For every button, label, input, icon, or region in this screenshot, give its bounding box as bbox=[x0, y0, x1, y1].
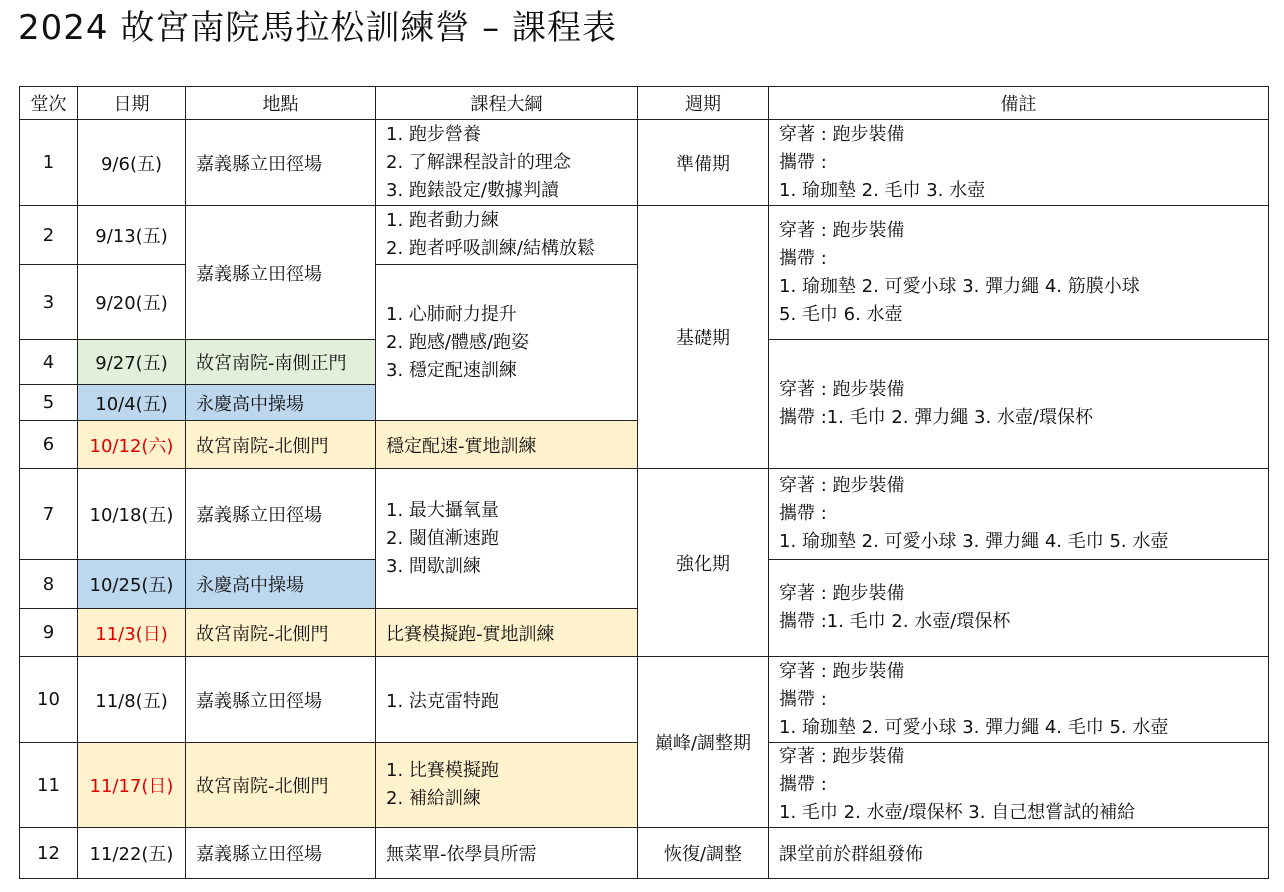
period-cell: 強化期 bbox=[638, 469, 769, 657]
session-date: 10/18(五) bbox=[78, 469, 186, 560]
session-number: 5 bbox=[20, 385, 78, 421]
outline-line: 1. 最大攝氧量 bbox=[386, 499, 499, 521]
notes-line: 穿著 : 跑步裝備 bbox=[779, 746, 905, 767]
header-date: 日期 bbox=[78, 87, 186, 120]
outline-line: 2. 了解課程設計的理念 bbox=[386, 151, 571, 173]
notes-line: 1. 瑜珈墊 2. 可愛小球 3. 彈力繩 4. 筋膜小球 bbox=[779, 275, 1140, 297]
notes-line: 穿著 : 跑步裝備 bbox=[779, 219, 905, 241]
notes-cell bbox=[769, 743, 1269, 828]
session-number: 6 bbox=[20, 421, 78, 469]
outline-line: 2. 補給訓練 bbox=[386, 788, 481, 809]
session-location: 故宮南院-北側門 bbox=[186, 609, 376, 657]
schedule-table bbox=[19, 86, 1269, 879]
notes-cell: 課堂前於群組發佈 bbox=[769, 828, 1269, 879]
notes-line: 5. 毛巾 6. 水壺 bbox=[779, 303, 903, 325]
header-row bbox=[20, 87, 1269, 120]
course-outline: 比賽模擬跑-實地訓練 bbox=[376, 609, 638, 657]
notes-cell bbox=[769, 657, 1269, 743]
notes-line: 攜帶 : bbox=[779, 503, 827, 524]
notes-line: 1. 瑜珈墊 2. 毛巾 3. 水壺 bbox=[779, 179, 986, 201]
session-location: 嘉義縣立田徑場 bbox=[186, 657, 376, 743]
session-date: 11/3(日) bbox=[78, 609, 186, 657]
notes-cell bbox=[769, 206, 1269, 340]
notes-line: 1. 瑜珈墊 2. 可愛小球 3. 彈力繩 4. 毛巾 5. 水壺 bbox=[779, 531, 1169, 552]
session-date: 9/6(五) bbox=[78, 120, 186, 206]
notes-line: 穿著 : 跑步裝備 bbox=[779, 475, 905, 496]
outline-line: 3. 間歇訓練 bbox=[386, 555, 481, 577]
outline-line: 2. 閾值漸速跑 bbox=[386, 527, 499, 549]
notes-line: 攜帶 : bbox=[779, 247, 827, 269]
course-outline: 穩定配速-實地訓練 bbox=[376, 421, 638, 469]
course-outline bbox=[376, 469, 638, 609]
session-date: 9/13(五) bbox=[78, 206, 186, 265]
session-number: 8 bbox=[20, 560, 78, 609]
session-number: 12 bbox=[20, 828, 78, 879]
session-number: 10 bbox=[20, 657, 78, 743]
table-row bbox=[20, 206, 1269, 265]
session-location: 嘉義縣立田徑場 bbox=[186, 120, 376, 206]
notes-line: 攜帶 : bbox=[779, 688, 827, 710]
page-title: 2024 故宮南院馬拉松訓練營 – 課程表 bbox=[18, 8, 617, 48]
table-row bbox=[20, 828, 1269, 879]
course-outline bbox=[376, 743, 638, 828]
table-row bbox=[20, 657, 1269, 743]
outline-line: 3. 跑錶設定/數據判讀 bbox=[386, 179, 559, 201]
period-cell: 巔峰/調整期 bbox=[638, 657, 769, 828]
outline-line: 2. 跑者呼吸訓練/結構放鬆 bbox=[386, 238, 595, 259]
outline-line: 3. 穩定配速訓練 bbox=[386, 359, 517, 381]
period-cell: 基礎期 bbox=[638, 206, 769, 469]
outline-line: 1. 心肺耐力提升 bbox=[386, 303, 517, 325]
session-date: 9/27(五) bbox=[78, 340, 186, 385]
header-notes: 備註 bbox=[769, 87, 1269, 120]
notes-line: 攜帶 : bbox=[779, 151, 827, 173]
course-outline bbox=[376, 206, 638, 265]
session-date: 11/8(五) bbox=[78, 657, 186, 743]
session-location: 嘉義縣立田徑場 bbox=[186, 828, 376, 879]
header-location: 地點 bbox=[186, 87, 376, 120]
header-period: 週期 bbox=[638, 87, 769, 120]
notes-line: 穿著 : 跑步裝備 bbox=[779, 123, 905, 145]
outline-line: 1. 跑步營養 bbox=[386, 123, 481, 145]
session-location: 故宮南院-北側門 bbox=[186, 743, 376, 828]
notes-cell bbox=[769, 469, 1269, 560]
session-number: 9 bbox=[20, 609, 78, 657]
session-location: 故宮南院-北側門 bbox=[186, 421, 376, 469]
session-location: 永慶高中操場 bbox=[186, 560, 376, 609]
session-number: 11 bbox=[20, 743, 78, 828]
session-date: 10/4(五) bbox=[78, 385, 186, 421]
session-date: 11/17(日) bbox=[78, 743, 186, 828]
notes-cell bbox=[769, 560, 1269, 657]
session-number: 4 bbox=[20, 340, 78, 385]
table-row bbox=[20, 469, 1269, 560]
session-number: 1 bbox=[20, 120, 78, 206]
session-location: 故宮南院-南側正門 bbox=[186, 340, 376, 385]
session-location: 永慶高中操場 bbox=[186, 385, 376, 421]
notes-line: 攜帶 : bbox=[779, 774, 827, 795]
session-location: 嘉義縣立田徑場 bbox=[186, 469, 376, 560]
notes-line: 穿著 : 跑步裝備 bbox=[779, 660, 905, 682]
session-number: 7 bbox=[20, 469, 78, 560]
session-date: 9/20(五) bbox=[78, 265, 186, 340]
session-date: 10/12(六) bbox=[78, 421, 186, 469]
period-cell: 恢復/調整 bbox=[638, 828, 769, 879]
session-number: 3 bbox=[20, 265, 78, 340]
header-outline: 課程大綱 bbox=[376, 87, 638, 120]
outline-line: 1. 跑者動力練 bbox=[386, 210, 499, 231]
notes-line: 攜帶 :1. 毛巾 2. 水壺/環保杯 bbox=[779, 611, 1011, 632]
outline-line: 1. 比賽模擬跑 bbox=[386, 760, 499, 781]
notes-cell bbox=[769, 120, 1269, 206]
notes-line: 穿著 : 跑步裝備 bbox=[779, 583, 905, 604]
notes-line: 穿著 : 跑步裝備 bbox=[779, 379, 905, 400]
course-outline: 1. 法克雷特跑 bbox=[376, 657, 638, 743]
notes-line: 1. 毛巾 2. 水壺/環保杯 3. 自己想嘗試的補給 bbox=[779, 802, 1136, 823]
header-session: 堂次 bbox=[20, 87, 78, 120]
course-outline: 無菜單-依學員所需 bbox=[376, 828, 638, 879]
period-cell: 準備期 bbox=[638, 120, 769, 206]
session-date: 10/25(五) bbox=[78, 560, 186, 609]
course-outline bbox=[376, 120, 638, 206]
session-date: 11/22(五) bbox=[78, 828, 186, 879]
notes-line: 攜帶 :1. 毛巾 2. 彈力繩 3. 水壺/環保杯 bbox=[779, 407, 1093, 428]
notes-cell bbox=[769, 340, 1269, 469]
table-row bbox=[20, 120, 1269, 206]
notes-line: 1. 瑜珈墊 2. 可愛小球 3. 彈力繩 4. 毛巾 5. 水壺 bbox=[779, 716, 1169, 738]
session-location: 嘉義縣立田徑場 bbox=[186, 206, 376, 340]
session-number: 2 bbox=[20, 206, 78, 265]
outline-line: 2. 跑感/體感/跑姿 bbox=[386, 331, 530, 353]
course-outline bbox=[376, 265, 638, 421]
